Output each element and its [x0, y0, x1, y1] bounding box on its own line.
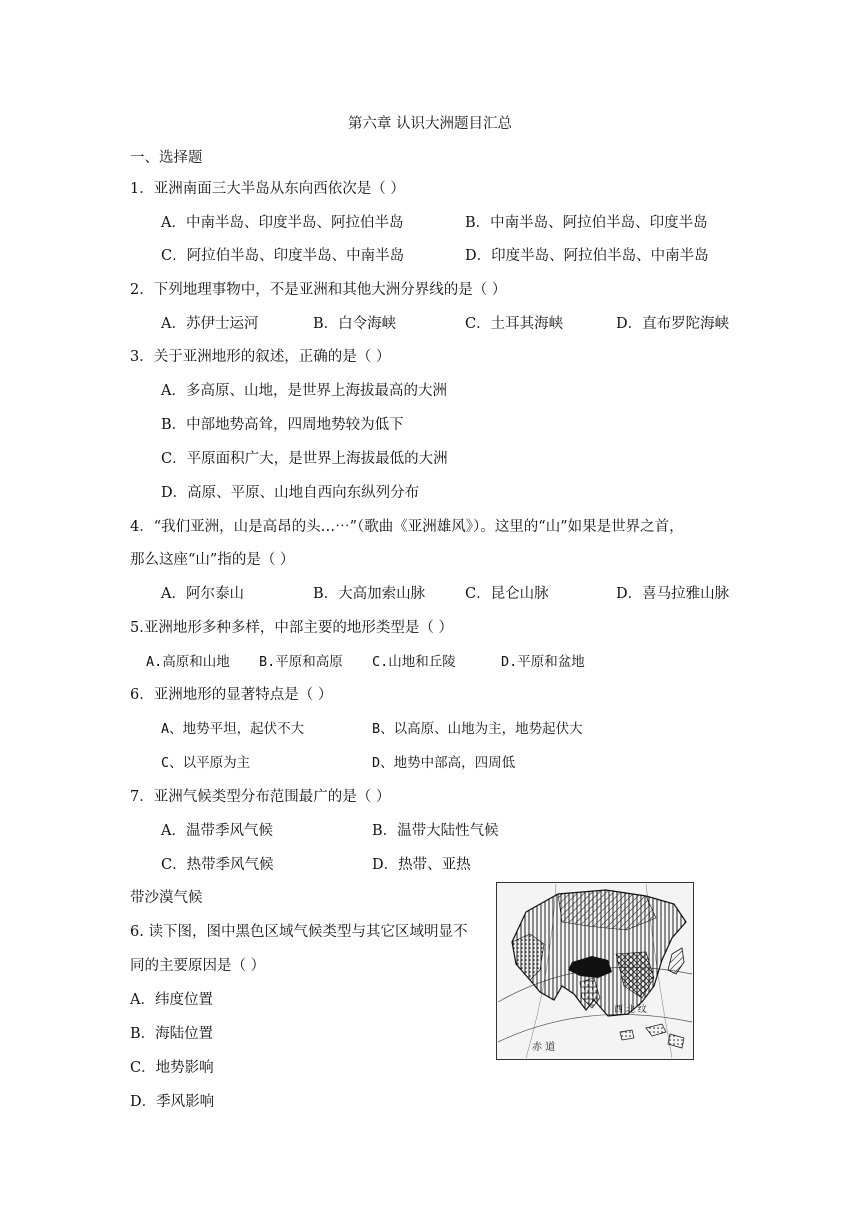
q2-option-a: A．苏伊士运河 [161, 316, 259, 332]
q7-option-a: A．温带季风气候 [161, 823, 273, 839]
q6-option-a: A、地势平坦，起伏不大 [161, 721, 305, 737]
q4-stem-line2: 那么这座“山”指的是（ ） [130, 552, 295, 568]
q4-option-c: C．昆仑山脉 [465, 586, 549, 602]
q4-option-d: D．喜马拉雅山脉 [616, 586, 730, 602]
q8-option-c: C．地势影响 [130, 1060, 214, 1076]
q3-option-a: A．多高原、山地，是世界上海拔最高的大洲 [161, 383, 447, 399]
q2-option-c: C．土耳其海峡 [465, 316, 564, 332]
asia-climate-map-graphic [496, 882, 694, 1060]
page-title: 第六章 认识大洲题目汇总 [347, 116, 513, 132]
q4-stem-line1: 4．“我们亚洲，山是高昂的头…⋯”（歌曲《亚洲雄风》）。这里的“山”如果是世界之首， [130, 519, 684, 535]
q8-option-d: D．季风影响 [130, 1094, 215, 1110]
q3-option-b: B．中部地势高耸，四周地势较为低下 [161, 417, 404, 433]
q6-option-b: B、以高原、山地为主，地势起伏大 [372, 721, 583, 737]
q7-option-d-continued: 带沙漠气候 [130, 890, 203, 906]
q5-option-c: C.山地和丘陵 [372, 654, 456, 670]
q8-stem-line2: 同的主要原因是（ ） [130, 958, 266, 974]
q6-stem: 6．亚洲地形的显著特点是（ ） [130, 687, 333, 703]
q8-stem-line1: 6. 读下图，图中黑色区域气候类型与其它区域明显不 [130, 924, 468, 940]
q1-option-c: C．阿拉伯半岛、印度半岛、中南半岛 [161, 248, 405, 264]
q5-stem: 5.亚洲地形多种多样，中部主要的地形类型是（ ） [130, 620, 453, 636]
q5-option-b: B.平原和高原 [259, 654, 343, 670]
q3-option-d: D．高原、平原、山地自西向东纵列分布 [161, 485, 420, 501]
map-label-right: 西 北 纹 [614, 1005, 647, 1015]
q7-option-b: B．温带大陆性气候 [372, 823, 499, 839]
q2-option-d: D．直布罗陀海峡 [616, 316, 730, 332]
q1-option-b: B．中南半岛、阿拉伯半岛、印度半岛 [465, 215, 708, 231]
section-heading: 一、选择题 [130, 150, 203, 166]
q6-option-d: D、地势中部高，四周低 [372, 755, 516, 771]
q8-option-a: A．纬度位置 [130, 992, 213, 1008]
q8-option-b: B．海陆位置 [130, 1026, 214, 1042]
q1-option-d: D．印度半岛、阿拉伯半岛、中南半岛 [465, 248, 709, 264]
q7-option-c: C．热带季风气候 [161, 857, 274, 873]
q4-option-a: A．阿尔泰山 [161, 586, 244, 602]
q7-option-d: D．热带、亚热 [372, 857, 471, 873]
q2-stem: 2．下列地理事物中，不是亚洲和其他大洲分界线的是（ ） [130, 282, 507, 298]
map-label-equator: 赤 道 [532, 1042, 556, 1053]
asia-climate-map [496, 882, 694, 1060]
q5-option-a: A.高原和山地 [146, 654, 230, 670]
q3-option-c: C．平原面积广大，是世界上海拔最低的大洲 [161, 451, 448, 467]
q2-option-b: B．白令海峡 [313, 316, 397, 332]
q1-stem: 1．亚洲南面三大半岛从东向西依次是（ ） [130, 181, 405, 197]
q3-stem: 3．关于亚洲地形的叙述，正确的是（ ） [130, 349, 391, 365]
q7-stem: 7．亚洲气候类型分布范围最广的是（ ） [130, 789, 391, 805]
q6-option-c: C、以平原为主 [161, 755, 251, 771]
q1-option-a: A．中南半岛、印度半岛、阿拉伯半岛 [161, 215, 404, 231]
q4-option-b: B．大高加索山脉 [313, 586, 426, 602]
q5-option-d: D.平原和盆地 [501, 654, 585, 670]
